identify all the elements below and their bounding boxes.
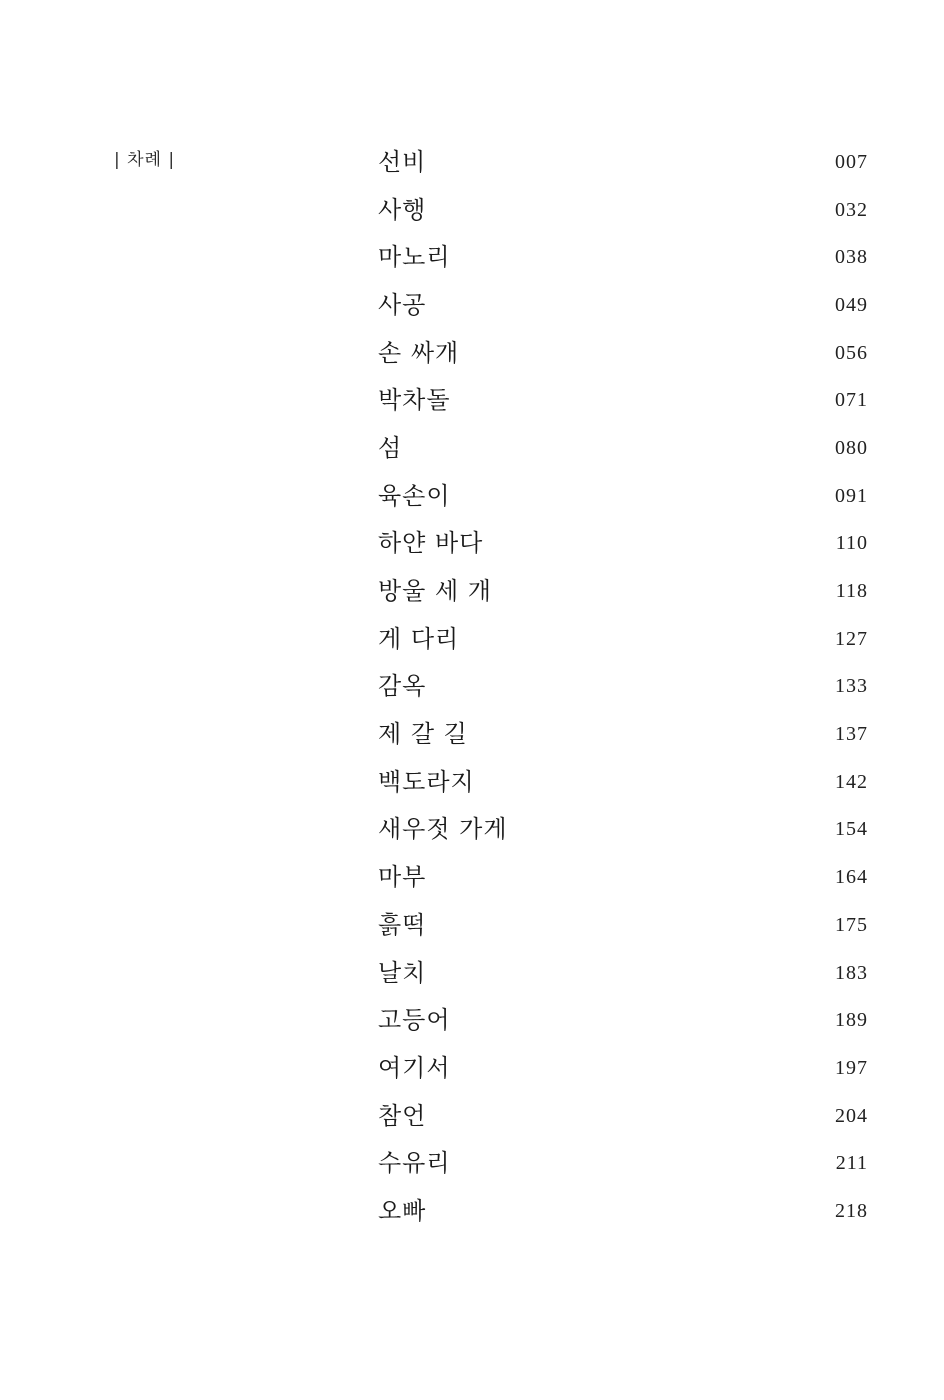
toc-title: 감옥: [378, 672, 427, 701]
toc-entry[interactable]: [378, 424, 868, 472]
toc-title: 고등어: [378, 1006, 451, 1035]
toc-title: 마부: [378, 863, 427, 892]
toc-entry[interactable]: [378, 520, 868, 568]
toc-page-number: 154: [835, 818, 868, 841]
table-of-contents: [378, 138, 868, 1235]
toc-title: 게 다리: [378, 624, 460, 653]
toc-title: 박차돌: [378, 386, 451, 415]
toc-entry[interactable]: [378, 329, 868, 377]
toc-entry[interactable]: [378, 949, 868, 997]
toc-entry[interactable]: [378, 233, 868, 281]
toc-page-number: 197: [835, 1056, 868, 1079]
toc-entry[interactable]: [378, 806, 868, 854]
toc-title: 여기서: [378, 1053, 451, 1082]
toc-title: 육손이: [378, 481, 451, 510]
toc-title: 손 싸개: [378, 338, 460, 367]
toc-entry[interactable]: [378, 567, 868, 615]
toc-page-number: 211: [835, 1152, 868, 1175]
toc-entry[interactable]: [378, 663, 868, 711]
toc-page-number: 137: [835, 723, 868, 746]
toc-page-number: 164: [835, 866, 868, 889]
toc-page-number: 091: [835, 484, 868, 507]
toc-title: 마노리: [378, 243, 451, 272]
toc-page-number: 038: [835, 246, 868, 269]
toc-entry[interactable]: [378, 138, 868, 186]
toc-entry[interactable]: [378, 901, 868, 949]
toc-page-number: 080: [835, 436, 868, 459]
toc-entry[interactable]: [378, 1187, 868, 1235]
toc-title: 날치: [378, 958, 427, 987]
toc-entry[interactable]: [378, 996, 868, 1044]
toc-title: 선비: [378, 147, 427, 176]
toc-page-number: 189: [835, 1009, 868, 1032]
toc-entry[interactable]: [378, 186, 868, 234]
toc-entry[interactable]: [378, 758, 868, 806]
toc-title: 흙떡: [378, 910, 427, 939]
toc-title: 방울 세 개: [378, 577, 492, 606]
toc-title: 새우젓 가게: [378, 815, 508, 844]
toc-entry[interactable]: [378, 376, 868, 424]
toc-page-number: 007: [835, 150, 868, 173]
toc-page-number: 133: [835, 675, 868, 698]
toc-page-number: 032: [835, 198, 868, 221]
toc-title: 사행: [378, 195, 427, 224]
toc-page-number: 127: [835, 627, 868, 650]
toc-entry[interactable]: [378, 615, 868, 663]
toc-page-number: 175: [835, 913, 868, 936]
toc-title: 참언: [378, 1101, 427, 1130]
toc-title: 제 갈 길: [378, 720, 468, 749]
toc-title: 섬: [378, 433, 403, 462]
toc-entry[interactable]: [378, 1044, 868, 1092]
section-label: | 차례 |: [114, 150, 176, 170]
toc-entry[interactable]: [378, 710, 868, 758]
toc-page-number: 056: [835, 341, 868, 364]
toc-page-number: 049: [835, 293, 868, 316]
toc-entry[interactable]: [378, 853, 868, 901]
toc-page-number: 204: [835, 1104, 868, 1127]
toc-title: 하얀 바다: [378, 529, 484, 558]
toc-page-number: 218: [835, 1199, 868, 1222]
toc-title: 사공: [378, 290, 427, 319]
toc-entry[interactable]: [378, 1139, 868, 1187]
toc-entry[interactable]: [378, 472, 868, 520]
toc-page-number: 118: [835, 580, 868, 603]
toc-title: 백도라지: [378, 767, 475, 796]
toc-title: 오빠: [378, 1196, 427, 1225]
toc-title: 수유리: [378, 1149, 451, 1178]
toc-page-number: 110: [835, 532, 868, 555]
toc-entry[interactable]: [378, 281, 868, 329]
toc-page-number: 183: [835, 961, 868, 984]
toc-page-number: 071: [835, 389, 868, 412]
toc-entry[interactable]: [378, 1092, 868, 1140]
toc-page-number: 142: [835, 770, 868, 793]
